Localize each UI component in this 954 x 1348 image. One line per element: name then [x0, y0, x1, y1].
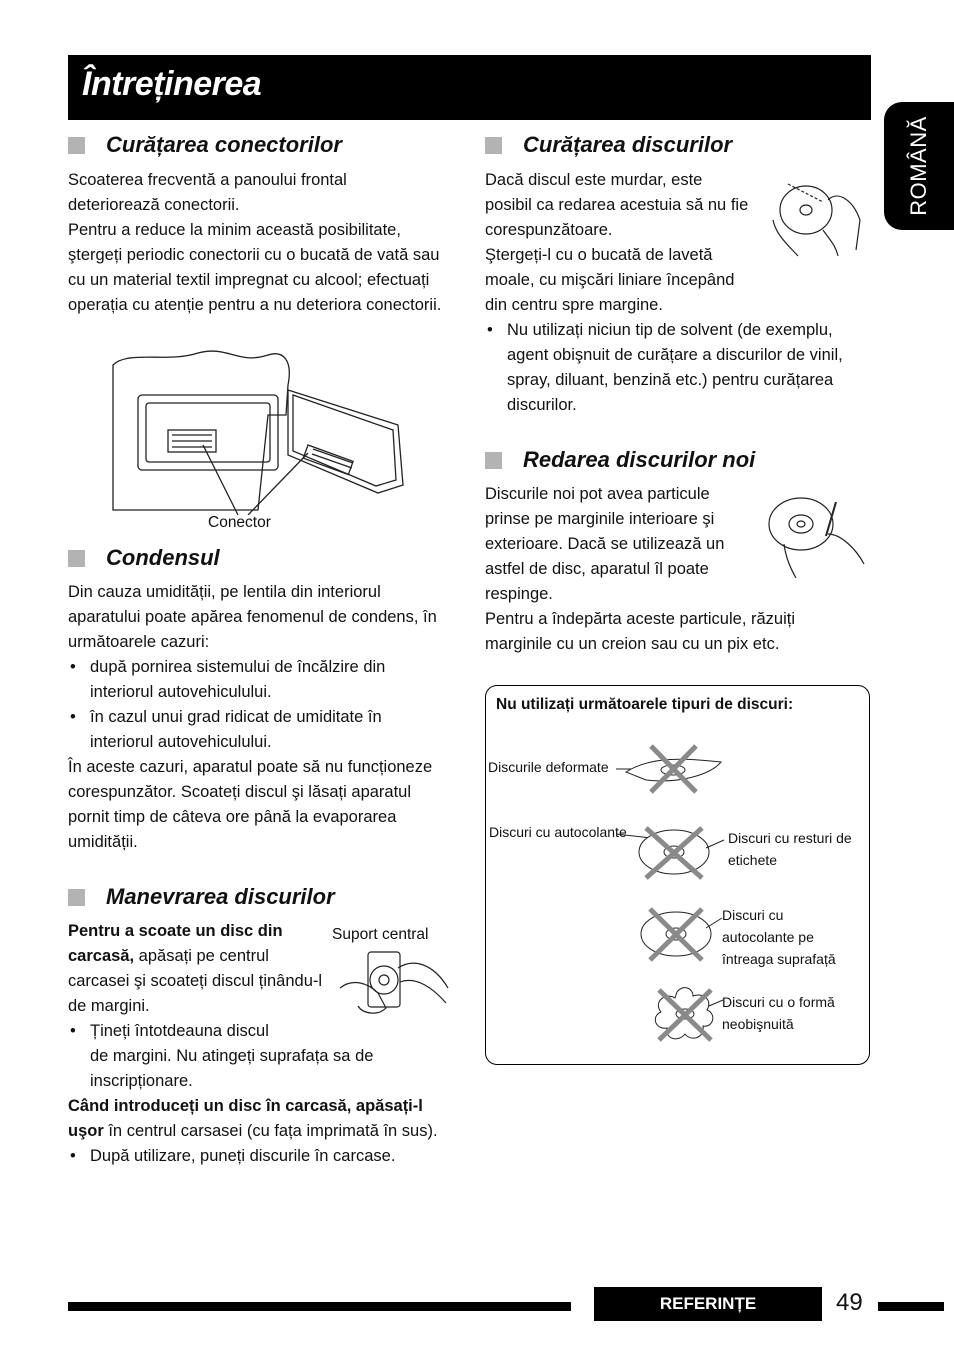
disc-case-illustration [338, 948, 450, 1023]
list-item: • după pornirea sistemului de încălzire din interiorul autovehiculului. [68, 655, 468, 705]
condensation-text: Din cauza umidității, pe lentila din interiorul aparatului poate apărea fenomenul de condens, în următoarele cazuri: • după pornirea sistemului de încălzire din interiorul autovehiculului. • în cazul unui grad ridicat de umiditate în interiorul autovehiculului. În aceste cazuri, aparatul poate să nu funcționeze corespunzător. Scoateți discul şi lăsați aparatul pornit timp de câteva ore până la evaporarea umidității. [68, 580, 468, 855]
section-marker-icon [68, 137, 85, 154]
page-number: 49 [836, 1289, 863, 1316]
page-title: Întreținerea [82, 65, 262, 103]
list-item: • Țineți întotdeauna discul de margini. Nu atingeți suprafața sa de inscripționare. [68, 1019, 468, 1094]
sticker-disc-label: Discuri cu autocolante [489, 824, 627, 840]
new-discs-text: Discurile noi pot avea particule prinse pe marginile interioare şi exterioare. Dacă se utilizează un astfel de disc, aparatul îl poate respinge. Pentru a îndepărta aceste particule, răzuiți marginile cu un creion sau cu un pix etc. [485, 485, 796, 653]
disc-cleaning-text: Dacă discul este murdar, este posibil ca redarea acestuia să nu fie corespunzătoare. Ştergeți-l cu o bucată de lavetă moale, cu mişcări liniare începând din centru spre margine. • Nu utilizați niciun tip de solvent (de exemplu, agent obişnuit de curățare a discurilor de vinil, spray, diluant, benzină etc.) pentru curățarea discurilor. [485, 168, 870, 418]
section-title-new-discs: Redarea discurilor noi [485, 447, 870, 477]
section-title-handling: Manevrarea discurilor [68, 884, 468, 914]
section-marker-icon [485, 452, 502, 469]
deformed-disc-icon [616, 744, 726, 794]
deformed-disc-label: Discurile deformate [488, 759, 609, 775]
odd-shape-disc-icon [641, 984, 726, 1044]
footer-rule-right [878, 1302, 944, 1311]
section-title-disc-cleaning: Curățarea discurilor [485, 132, 870, 162]
connector-figure-label: Conector [208, 514, 271, 531]
footer-section-label: REFERINȚE [594, 1287, 822, 1321]
full-sticker-disc-label: Discuri cu autocolante pe întreaga suprafață [722, 907, 836, 967]
list-item: • După utilizare, puneți discurile în carcase. [68, 1144, 468, 1169]
label-residue-disc-label: Discuri cu resturi de etichete [728, 830, 852, 868]
disc-wiping-illustration [768, 180, 863, 258]
section-marker-icon [68, 889, 85, 906]
unusable-discs-box [485, 685, 870, 1065]
section-connectors [68, 132, 468, 318]
section-marker-icon [485, 137, 502, 154]
sticker-disc-icon [616, 824, 726, 880]
section-condensation [68, 545, 468, 855]
section-disc-cleaning [485, 132, 870, 418]
language-tab [884, 102, 954, 230]
list-item: • Nu utilizați niciun tip de solvent (de exemplu, agent obişnuit de curățare a discurilor de vinil, spray, diluant, benzină etc.) pentru curățarea discurilor. [485, 318, 870, 418]
section-title-condensation: Condensul [68, 545, 468, 575]
list-item: • în cazul unui grad ridicat de umiditate în interiorul autovehiculului. [68, 705, 468, 755]
connector-illustration [108, 345, 418, 515]
center-holder-label: Suport central [332, 926, 429, 943]
language-tab-label: ROMÂNĂ [906, 116, 931, 216]
disc-edge-scraping-illustration [766, 494, 866, 580]
page-header [68, 55, 871, 120]
connectors-text: Scoaterea frecventă a panoului frontal deteriorează conectorii. Pentru a reduce la minim această posibilitate, ştergeți periodic conectorii cu o bucată de vată sau cu un material textil impregnat cu alcool; efectuați operația cu atenție pentru a nu deteriora conectorii. [68, 171, 442, 314]
section-marker-icon [68, 550, 85, 567]
box-title: Nu utilizați următoarele tipuri de discuri: [496, 696, 794, 713]
section-title-connectors: Curățarea conectorilor [68, 132, 468, 162]
handling-text: Pentru a scoate un disc din carcasă, apăsați pe centrul carcasei şi scoateți discul ținându-l de margini. • Țineți întotdeauna discul de margini. Nu atingeți suprafața sa de inscripționare. Când introduceți un disc în carcasă, apăsați-l uşor în centrul carsasei (cu fața imprimată în sus). • După utilizare, puneți discurile în carcase. [68, 919, 468, 1169]
footer-rule-left [68, 1302, 571, 1311]
full-sticker-disc-icon [636, 906, 726, 962]
odd-shape-disc-label: Discuri cu o formă neobişnuită [722, 994, 835, 1032]
